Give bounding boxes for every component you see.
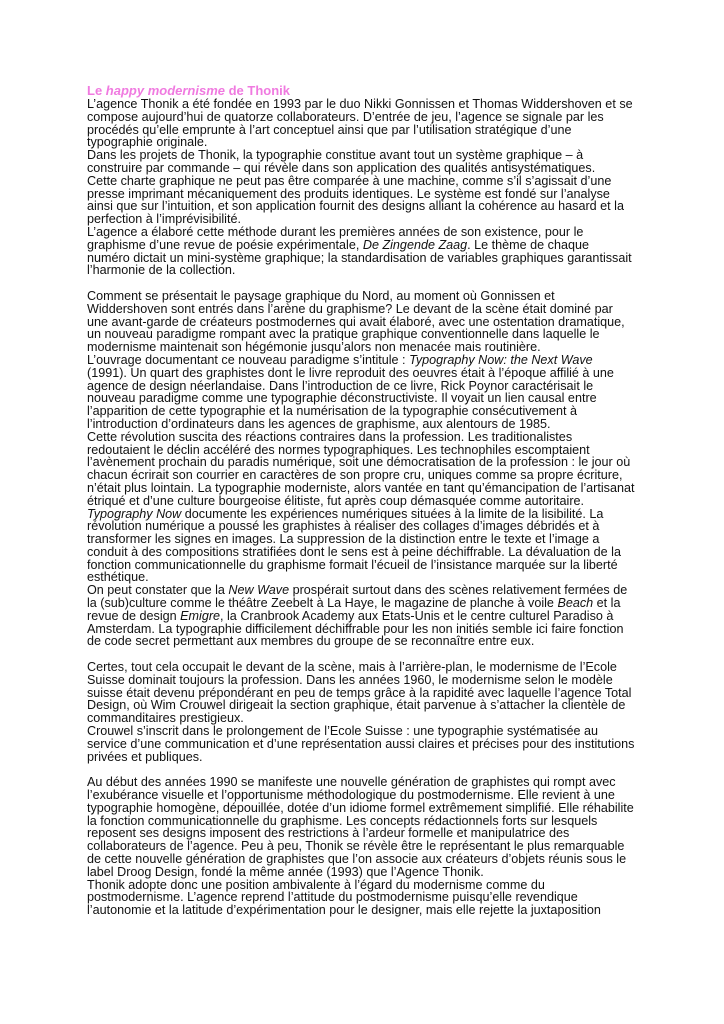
paragraph	[87, 776, 635, 878]
paragraph-text: , la Cranbrook Academy aux Etats-Unis et le centre culturel Paradiso à Amsterdam. La typographie difficilement déchiffrable pour les non initiés semble ici faire fonction de code secret permettant aux membres du groupe de se reconnaître entre eux.	[87, 608, 624, 649]
paragraph-text: Crouwel s’inscrit dans le prolongement de l’Ecole Suisse : une typographie systématisée au service d’une communication et d’une représentation aussi claires et précises pour des institutions privées et publiques.	[87, 724, 635, 764]
paragraph-text: Cette charte graphique ne peut pas être comparée à une machine, comme s’il s’agissait d’une presse imprimant mécaniquement des produits identiques. Le système est fondé sur l’analyse ainsi que sur l’intuition, et son application fournit des designs alliant la cohérence au hasard et la perfection à l’imprévisibilité.	[87, 173, 624, 227]
paragraph-text: L’agence Thonik a été fondée en 1993 par le duo Nikki Gonnissen et Thomas Widdershoven et se compose aujourd’hui de quatorze collaborateurs. D’entrée de jeu, l’agence se signale par les procédés qu’elle emprunte à l’art conceptuel ainsi que par l’utilisation stratégique d’une typographie originale.	[87, 97, 633, 150]
paragraph-text: et la revue de design	[87, 596, 621, 623]
document-page	[87, 84, 635, 917]
paragraph-text: L’ouvrage documentant ce nouveau paradigme s’intitule :	[87, 352, 410, 367]
paragraph	[87, 725, 635, 763]
paragraph	[87, 226, 635, 277]
paragraph-text: (1991). Un quart des graphistes dont le livre reproduit des oeuvres était à l’époque affilié à une agence de design néerlandaise. Dans l’introduction de ce livre, Rick Poynor caractérisait le nouveau paradigme comme une typographie déconstructiviste. Il voyait un lien causal entre l’apparition de cette typographie et la numérisation de la typographie consécutivement à l’introduction d’ordinateurs dans les agences de graphisme, aux alentours de 1985.	[87, 365, 614, 431]
paragraph-text: Cette révolution suscita des réactions contraires dans la profession. Les traditionalistes redoutaient le déclin accéléré des normes typographiques. Les technophiles escomptaient l’avènement prochain du paradis numérique, soit une démocratisation de la profession : le jour où chacun écrirait son courrier en caractères de son propre cru, uniques comme sa propre écriture, n’était plus lointain. La typographie moderniste, alors vantée en tant qu’émancipation de l’artisanat étriqué et d’une culture bourgeoise élitiste, fut après coup démasquée comme autoritaire.	[87, 429, 635, 508]
paragraph	[87, 175, 635, 226]
italic-title: Beach	[557, 596, 594, 611]
title-emphasis: happy modernisme	[105, 83, 225, 98]
paragraph-text: Thonik adopte donc une position ambivalente à l’égard du modernisme comme du postmodernisme. L’agence reprend l’attitude du postmodernisme puisqu’elle revendique l’autonomie et la latitude d’expérimentation pour le designer, mais elle rejette la juxtaposition	[87, 877, 601, 918]
paragraph	[87, 584, 635, 648]
paragraph-text: Au début des années 1990 se manifeste une nouvelle génération de graphistes qui rompt avec l’exubérance visuelle et l’opportunisme méthodologique du postmodernisme. Elle revient à une typographie homogène, dépouillée, dotée d’un idiome formel extrêmement simplifié. Elle réhabilite la fonction communicationnelle du graphisme. Les concepts rédactionnels forts sur lesquels reposent ses designs imposent des restrictions à l’ardeur formelle et manipulatrice des collaborateurs de l’agence. Peu à peu, Thonik se révèle être le représentant le plus remarquable de cette nouvelle génération de graphistes que l’on associe aux créateurs d’objets réunis sous le label Droog Design, fondé la même année (1993) que l’Agence Thonik.	[87, 775, 634, 879]
document-title	[87, 84, 635, 98]
paragraph	[87, 661, 635, 725]
italic-title: Typography Now: the Next Wave	[409, 352, 593, 367]
paragraph-text: On peut constater que la	[87, 583, 229, 598]
paragraph	[87, 431, 635, 508]
paragraph	[87, 508, 635, 585]
paragraph	[87, 149, 635, 175]
italic-title: Typography Now	[87, 506, 182, 521]
paragraph-text: Certes, tout cela occupait le devant de la scène, mais à l’arrière-plan, le modernisme de l’Ecole Suisse dominait toujours la profession. Dans les années 1960, le modernisme selon le modèle suisse était devenu prépondérant en peu de temps grâce à la rapidité avec laquelle l’agence Total Design, où Wim Crouwel dirigeait la section graphique, était parvenue à s’attacher la clientèle de commanditaires prestigieux.	[87, 660, 632, 726]
title-suffix: de Thonik	[225, 83, 290, 98]
paragraph	[87, 290, 635, 354]
document-body	[87, 98, 635, 917]
paragraph-text: L’agence a élaboré cette méthode durant les premières années de son existence, pour le graphisme d’une revue de poésie expérimentale,	[87, 224, 584, 252]
paragraph-text: Dans les projets de Thonik, la typographie constitue avant tout un système graphique – à construire par commande – qui révèle dans son application des qualités antisystématiques.	[87, 148, 596, 175]
title-prefix: Le	[87, 83, 106, 98]
paragraph	[87, 98, 635, 149]
paragraph	[87, 879, 635, 917]
italic-title: Emigre	[180, 608, 221, 623]
paragraph	[87, 354, 635, 431]
paragraph-text: prospérait surtout dans des scènes relativement fermées de la (sub)culture comme le théâtre Zeebelt à La Haye, le magazine de planche à voile	[87, 583, 628, 611]
paragraph-text: Comment se présentait le paysage graphique du Nord, au moment où Gonnissen et Widdershoven sont entrés dans l’arène du graphisme? Le devant de la scène était dominé par une avant-garde de créateurs postmodernes qui avait élaboré, avec une ostentation dramatique, un nouveau paradigme rompant avec la pratique graphique conventionnelle dans laquelle le modernisme maintenait son hégémonie jusqu’alors non menacée mais routinière.	[87, 288, 625, 355]
paragraph-text: . Le thème de chaque numéro dictait un mini-système graphique; la standardisation de variables graphiques garantissait l’harmonie de la collection.	[87, 237, 632, 278]
paragraph-text: documente les expériences numériques situées à la limite de la lisibilité. La révolution numérique a poussé les graphistes à réaliser des collages d’images débridés et à transformer les signes en images. La suppression de la distinction entre le texte et l’image a conduit à des compositions stratifiées dont le sens est à peine déchiffrable. La dévaluation de la fonction communicationnelle du graphisme formait l’écueil de l’insistance marquée sur la liberté esthétique.	[87, 506, 621, 585]
italic-title: De Zingende Zaag	[362, 237, 468, 252]
italic-title: New Wave	[228, 583, 290, 598]
